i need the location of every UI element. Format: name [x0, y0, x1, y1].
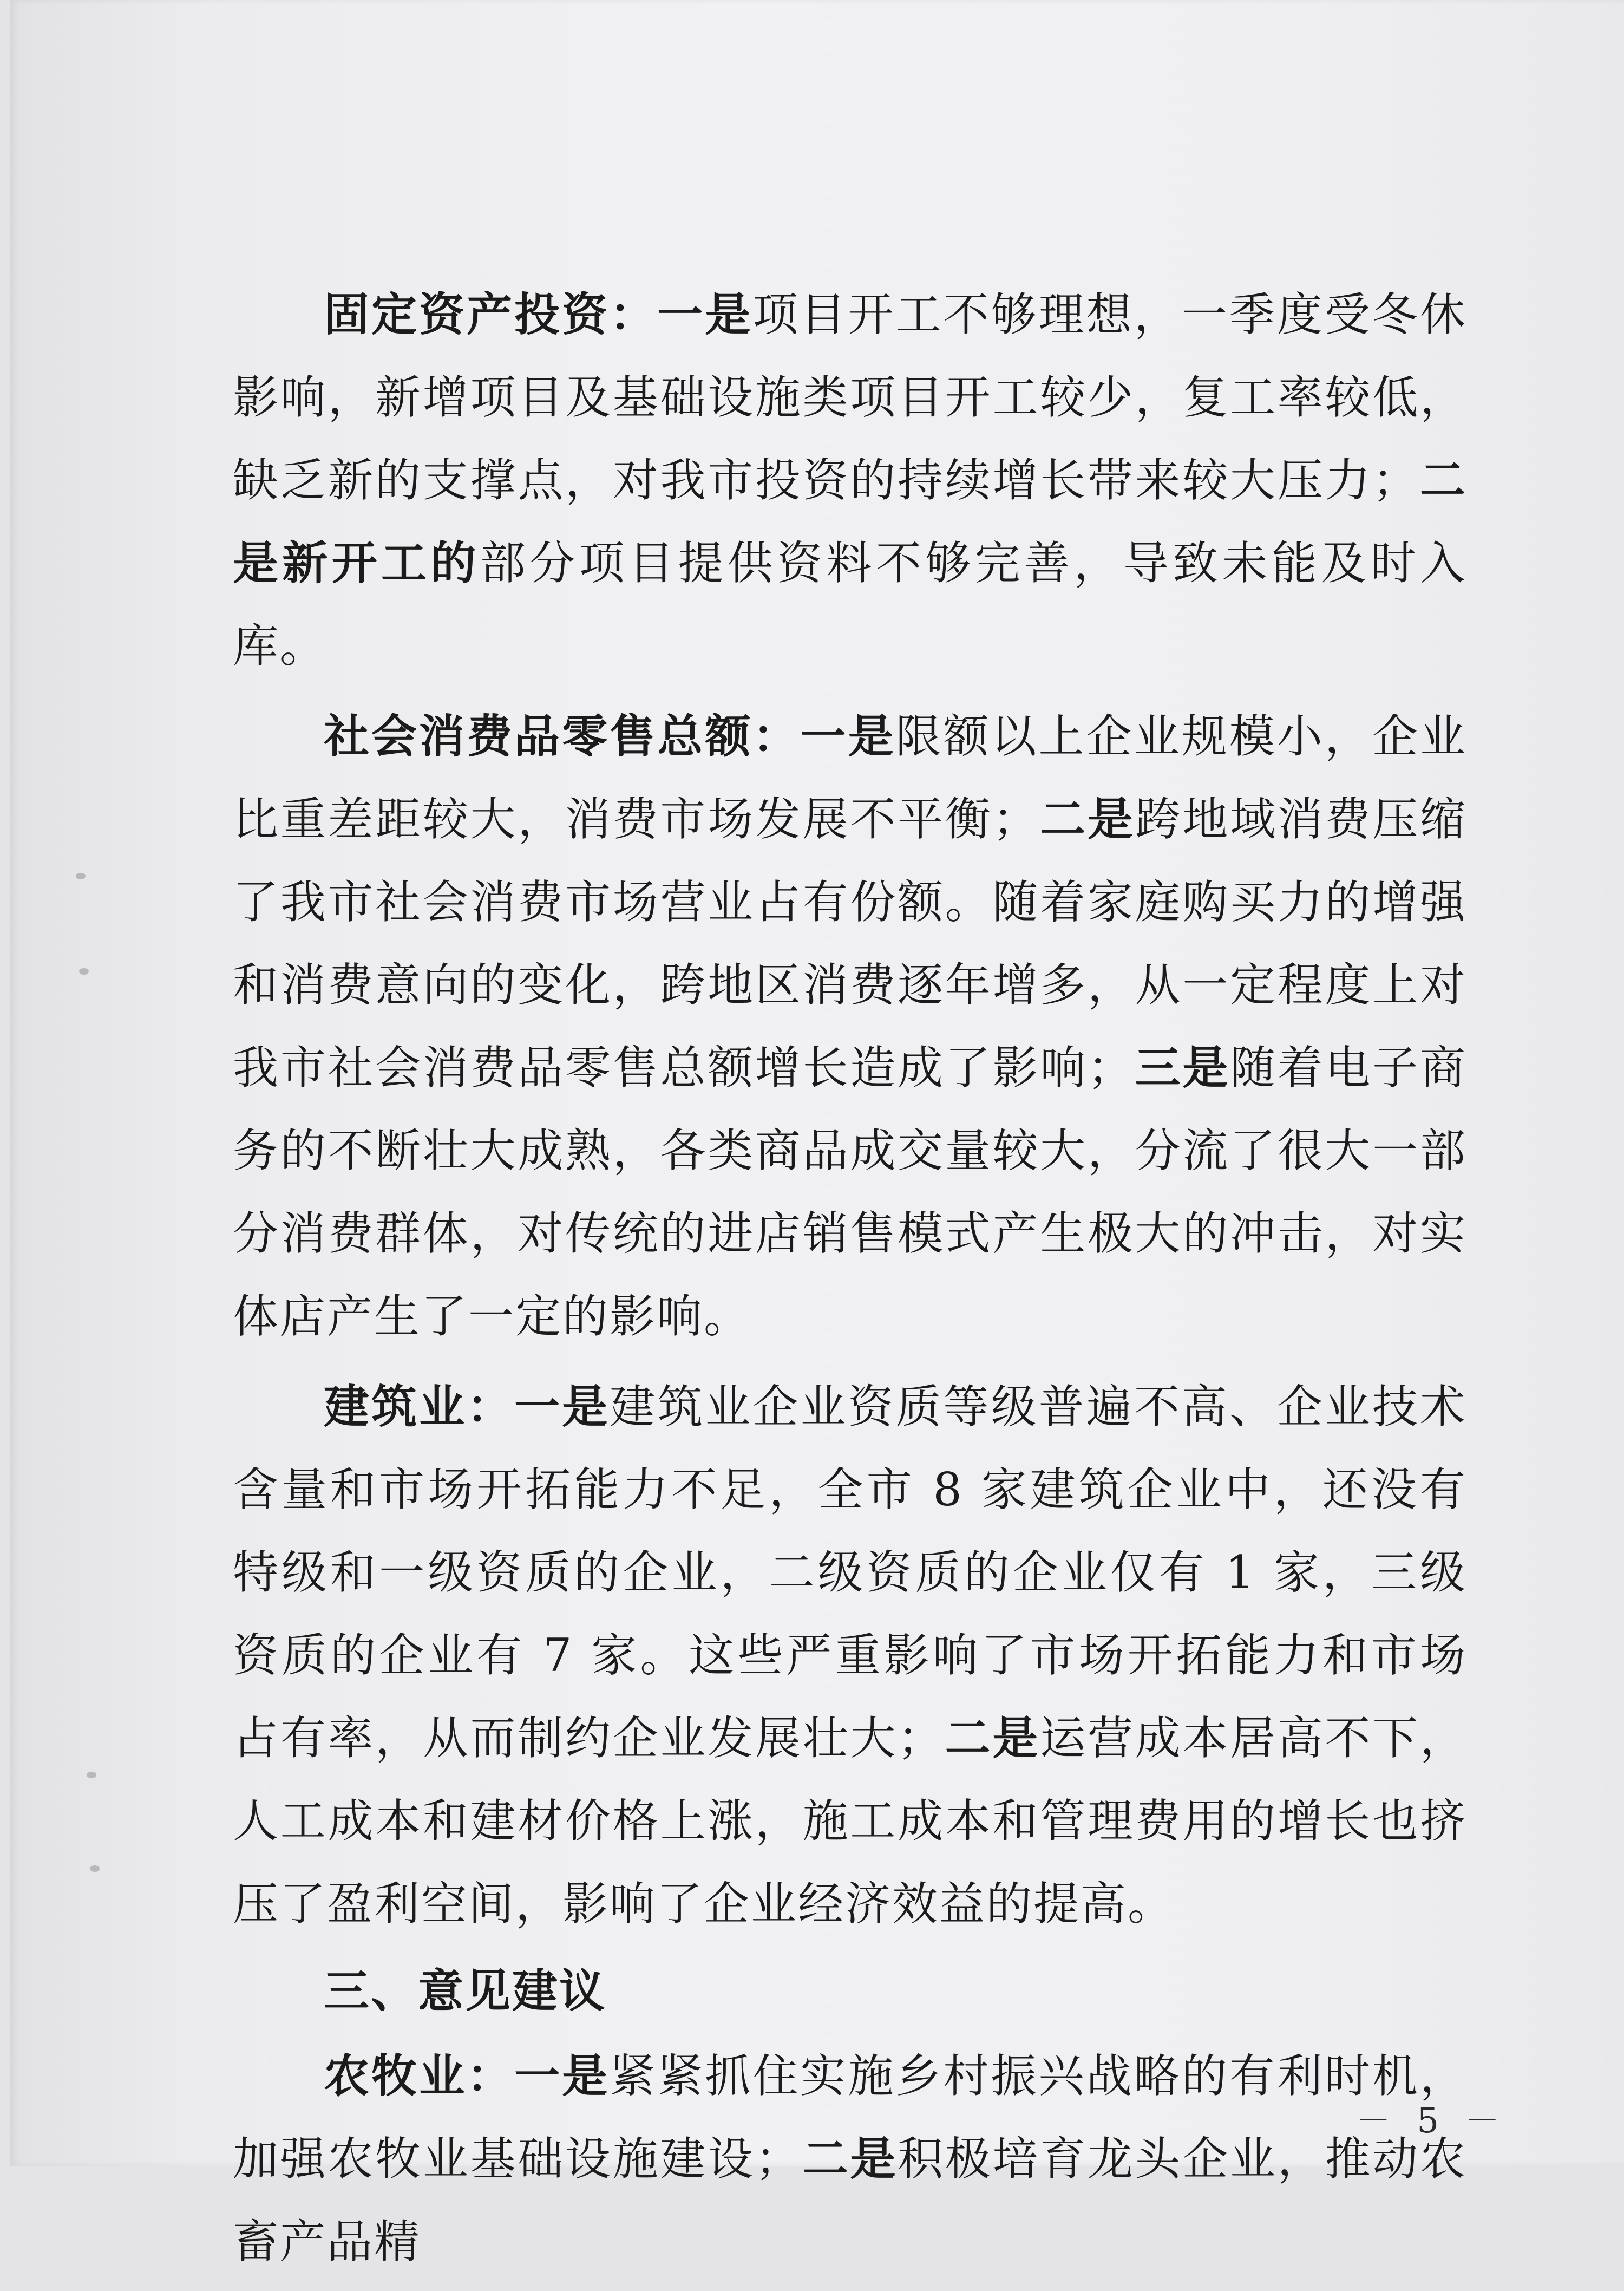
paragraph-text: 跨地域消费压缩了我市社会消费市场营业占有份额。随着家庭购买力的增强和消费意向的变化，跨地区消费逐年增多，从一定程度上对我市社会消费品零售总额增长造成了影响； — [233, 793, 1467, 1094]
paragraph-text: 项目开工不够理想，一季度受冬休影响，新增项目及基础设施类项目开工较少，复工率较低，缺乏新的支撑点，对我市投资的持续增长带来较大压力； — [233, 288, 1467, 507]
paragraph-agriculture — [233, 2035, 1467, 2283]
paragraph-label: 建筑业： — [324, 1380, 515, 1433]
paragraph-retail-sales — [233, 695, 1467, 1358]
ordinal-marker: 二是 — [802, 2132, 898, 2185]
ordinal-marker: 二是 — [945, 1712, 1040, 1765]
paragraph-text: 建筑业企业资质等级普遍不高、企业技术含量和市场开拓能力不足，全市 8 家建筑企业中，还没有特级和一级资质的企业，二级资质的企业仅有 1 家，三级资质的企业有 7 家。这些严重影响了市场开拓能力和市场占有率，从而制约企业发展壮大； — [233, 1380, 1467, 1765]
paragraph-fixed-asset-investment — [233, 273, 1467, 688]
ordinal-marker: 一是 — [800, 710, 896, 763]
document-body — [233, 273, 1467, 2291]
paragraph-text: 运营成本居高不下，人工成本和建材价格上涨，施工成本和管理费用的增长也挤压了盈利空间，影响了企业经济效益的提高。 — [233, 1712, 1467, 1930]
ordinal-marker: 二是新开工的 — [233, 454, 1467, 590]
binding-hole-mark — [87, 1772, 96, 1778]
ordinal-marker: 一是 — [514, 1380, 610, 1433]
ordinal-marker: 二是 — [1039, 793, 1135, 846]
paragraph-text: 限额以上企业规模小，企业比重差距较大，消费市场发展不平衡； — [233, 710, 1467, 846]
paragraph-label: 农牧业： — [324, 2050, 515, 2103]
paragraph-construction — [233, 1366, 1467, 1946]
binding-hole-mark — [90, 1865, 100, 1872]
paragraph-text: 紧紧抓住实施乡村振兴战略的有利时机，加强农牧业基础设施建设； — [233, 2050, 1467, 2185]
paragraph-text: 部分项目提供资料不够完善，导致未能及时入库。 — [233, 537, 1467, 673]
ordinal-marker: 一是 — [514, 2050, 610, 2103]
paragraph-label: 固定资产投资： — [324, 288, 658, 341]
page-number: － 5 － — [1356, 2101, 1508, 2141]
ordinal-marker: 一是 — [657, 288, 753, 341]
binding-hole-mark — [76, 873, 86, 879]
section-heading: 三、意见建议 — [324, 1964, 607, 2018]
paragraph-text: 积极培育龙头企业，推动农畜产品精 — [233, 2132, 1467, 2268]
paragraph-text: 随着电子商务的不断壮大成熟，各类商品成交量较大，分流了很大一部分消费群体，对传统的进店销售模式产生极大的冲击，对实体店产生了一定的影响。 — [233, 1041, 1467, 1343]
paragraph-label: 社会消费品零售总额： — [324, 710, 801, 763]
binding-hole-mark — [79, 968, 89, 975]
ordinal-marker: 三是 — [1134, 1041, 1230, 1094]
